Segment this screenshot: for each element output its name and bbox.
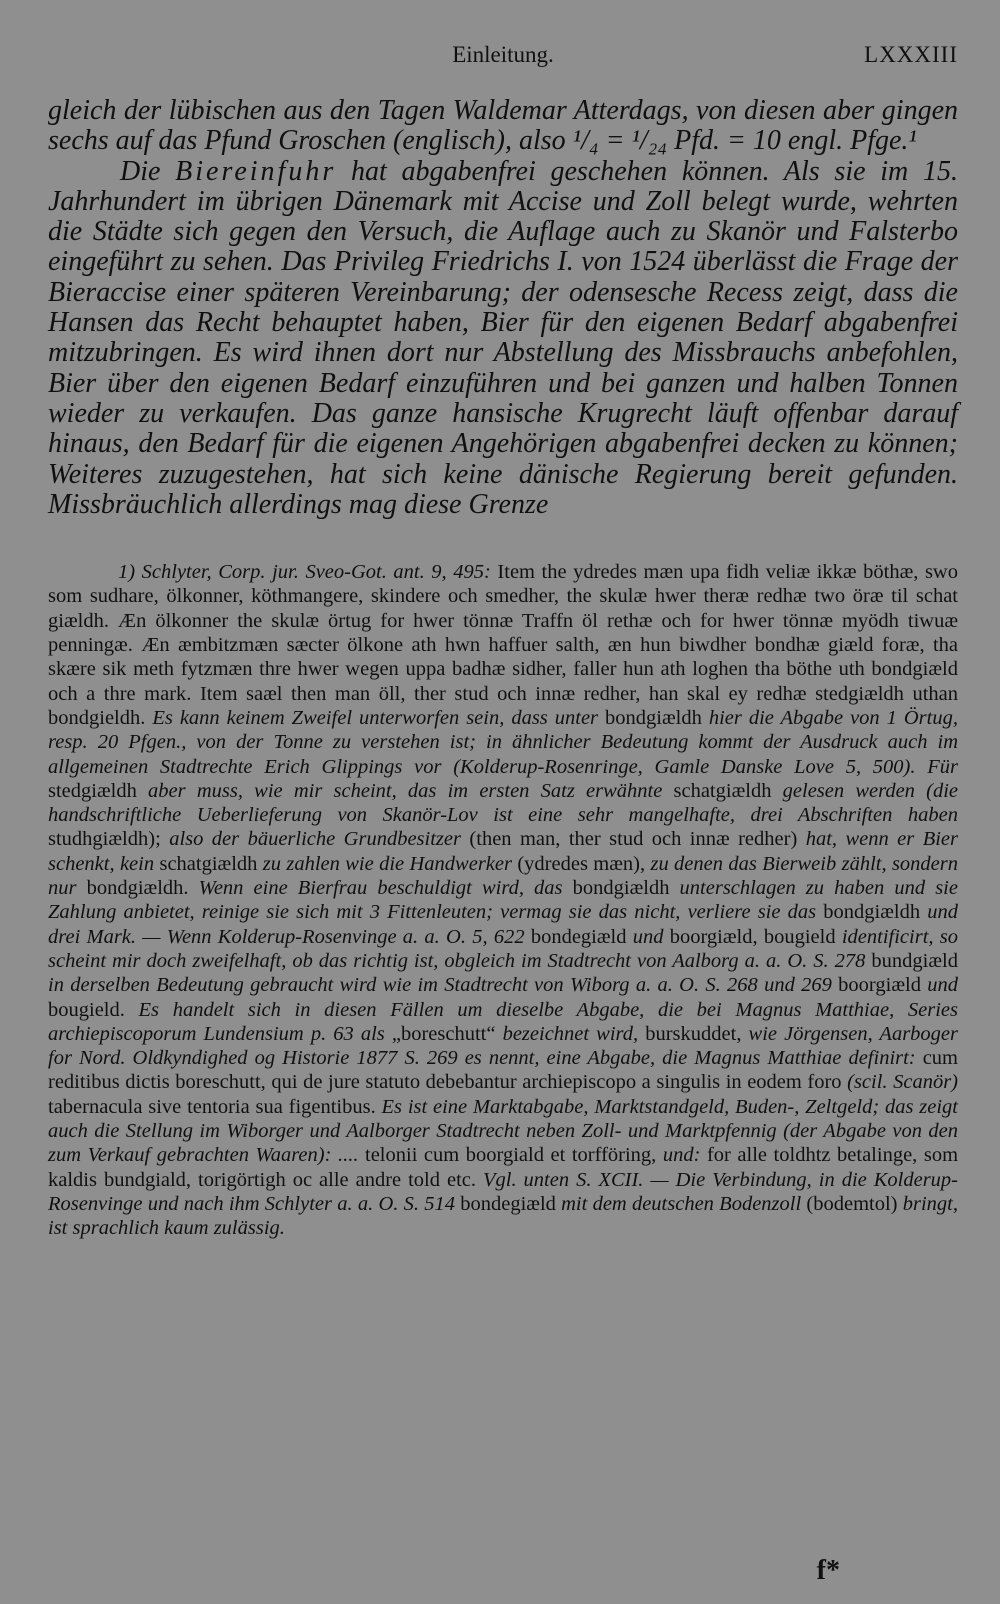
paragraph: gleich der lübischen aus den Tagen Waldemar Atterdags, von diesen aber gingen sechs auf das Pfund Groschen (englisch), also ¹/₄ = ¹/₂₄ Pfd. = 10 engl. Pfge.¹ [48,95,958,157]
quoted-term: burskuddet, [638,1022,742,1045]
running-title: Einleitung. [452,42,554,67]
quoted-term: (bodemtol) [801,1192,898,1215]
quoted-term: bondegiæld [524,925,627,948]
quoted-term: (ydredes mæn), [511,852,646,875]
commentary: Es handelt sich in diesen Fällen um dieselbe Abgabe, die bei Magnus Matthiae, Series archiepiscoporum Lundensium p. 63 als [48,998,958,1045]
commentary: Es kann keinem Zweifel unterworfen sein, dass unter [145,706,599,729]
quoted-source: Item the ydredes mæn upa fidh veliæ ikkæ böthæ, swo som sudhare, ölkonner, köthmangere, skindere och smedher, the skulæ hwer theræ redhæ two öræ til schat giældh. Æn ölkonner the skulæ örtug for hwer tönnæ Traffn öl rethæ och for hwer tönnæ myödh tiwuæ penningæ. Æn æmbitzmæn sæcter ölkone ath hwn haffuer salth, æn hun biwdher bondhæ giæld foræ, tha skære sik meth fytzmæn thre hwer wegen uppa badhæ sidher, faller hun ath loghen tha böthe uth bondgiæld och a thre mark. Item saæl then man öll, ther stud och innæ redher, han skal ey redhæ stedgiældh uthan bondgieldh. [48,561,958,729]
commentary: mit dem deutschen Bodenzoll [555,1192,802,1215]
commentary: identificirt, so scheint mir doch zweifelhaft, ob das richtig ist, obgleich im Stadtrecht von Aalborg a. a. O. S. 278 [48,925,958,972]
footnote-citation: 1) Schlyter, Corp. jur. Sveo-Got. ant. 9, 495: [118,561,491,584]
quoted-term: boorgiæld [831,974,921,997]
quoted-term: schatgiældh [662,779,772,802]
quoted-term: schatgiældh [154,852,258,875]
text-run: hat abgabenfrei geschehen können. Als sie im 15. Jahrhundert im übrigen Dänemark mit Accise und Zoll belegt wurde, wehrten die Städte sich gegen den Versuch, die Auflage auch zu Skanör und Falsterbo eingeführt zu sehen. Das Privileg Friedrichs I. von 1524 überlässt die Frage der Bieraccise einer späteren Vereinbarung; der odensesche Recess zeigt, dass die Hansen das Recht behauptet haben, Bier für den eigenen Bedarf abgabenfrei mitzubringen. Es wird ihnen dort nur Abstellung des Missbrauchs anbefohlen, Bier über den eigenen Bedarf einzuführen und bei ganzen und halben Tonnen wieder zu verkaufen. Das ganze hansische Krugrecht läuft offenbar darauf hinaus, den Bedarf für die eigenen Angehörigen abgabenfrei decken zu können; Weiteres zuzugestehen, hat sich keine dänische Regierung bereit gefunden. Missbräuchlich allerdings mag diese Grenze [48,155,958,520]
commentary: (scil. Scanör) [841,1071,959,1094]
text-run: Die [120,155,176,187]
footnote [48,560,958,1240]
quoted-source: tabernacula sive tentoria sua figentibus. [48,1095,376,1118]
commentary: aber muss, wie mir scheint, das im ersten Satz erwähnte [136,779,663,802]
main-text [48,96,958,520]
commentary: also der bäuerliche Grundbesitzer [160,828,461,851]
quoted-term: „boreschutt“ [384,1022,496,1045]
footnote-paragraph [48,560,958,1240]
commentary: in derselben Bedeutung gebraucht wird wie im Stadtrecht von Wiborg a. a. O. S. 268 und 269 [48,974,832,997]
quoted-term: bondgiældh [598,706,702,729]
quoted-term: boorgiæld, bougield [663,925,836,948]
commentary: hier die Abgabe von 1 Örtug, resp. 20 Pfgen., von der Tonne zu verstehen ist; in ähnlicher Bedeutung kommt der Ausdruck auch im allgemeinen Stadtrechte Erich Glippings vor (Kolderup-Rosenringe, Gamle Danske Love 5, 500). Für [48,706,958,778]
quoted-term: bondgiældh [816,901,921,924]
commentary: Wenn eine Bierfrau beschuldigt wird, das [188,877,563,900]
commentary: zu denen das Bierweib zählt, sondern nur [48,852,958,900]
commentary: wie Jörgensen, Aarboger for Nord. Oldkyndighed og Historie 1877 S. 269 es nennt, eine Abgabe, die Magnus Matthiae definirt: [48,1022,958,1070]
quoted-term: studhgiældh); [48,828,161,851]
commentary: gelesen werden (die handschriftliche Ueberlieferung von Skanör-Lov ist eine sehr mangelhafte, drei Abschriften haben [48,779,958,827]
running-head [48,36,958,76]
commentary: Es ist eine Marktabgabe, Marktstandgeld, Buden-, Zeltgeld; das zeigt auch die Stellung im Wiborger und Aalborger Stadtrecht neben Zoll- und Marktpfennig (der Abgabe von den zum Verkauf gebrachten Waaren): .... [48,1095,958,1167]
commentary: unterschlagen zu haben und sie Zahlung anbietet, reinige sie sich mit 3 Fittenleuten; vermag sie das nicht, verliere sie das [48,877,958,924]
quoted-source: telonii cum boorgiald et torfföring, [358,1144,657,1167]
quoted-term: bondegiæld [454,1192,556,1215]
emphasized-term: Biereinfuhr [175,155,337,187]
commentary: und [626,925,664,948]
quoted-term: bondgiældh [562,877,670,900]
quoted-term: stedgiældh [48,779,137,802]
quoted-source: cum reditibus dictis boreschutt, qui de jure statuto debebantur archiepiscopo a singulis in eodem foro [48,1047,958,1094]
commentary: und: [656,1144,701,1167]
commentary: bringt, ist sprachlich kaum zulässig. [48,1192,959,1240]
quoted-term: bondgiældh. [76,877,189,900]
quoted-source: for alle toldhtz betalinge, som kaldis bundgiald, torigörtigh oc alle andre told etc. [48,1144,959,1191]
quoted-term: bougield. [48,998,125,1021]
commentary: bezeichnet wird, [495,1022,639,1045]
commentary: Vgl. unten S. XCII. — Die Verbindung, in die Kolderup-Rosenvinge und nach ihm Schlyter a. a. O. S. 514 [48,1168,959,1215]
commentary: und [920,974,958,997]
quoted-term: (then man, ther stud och innæ redher) [460,828,798,851]
signature-mark: f* [816,1555,840,1586]
paragraph [48,157,958,521]
page-number: LXXXIII [864,42,958,67]
commentary: und drei Mark. — Wenn Kolderup-Rosenvinge a. a. O. 5, 622 [48,901,958,948]
quoted-term: bundgiæld [865,949,958,972]
commentary: zu zahlen wie die Handwerker [257,852,512,875]
commentary: hat, wenn er Bier schenkt, kein [48,828,958,875]
